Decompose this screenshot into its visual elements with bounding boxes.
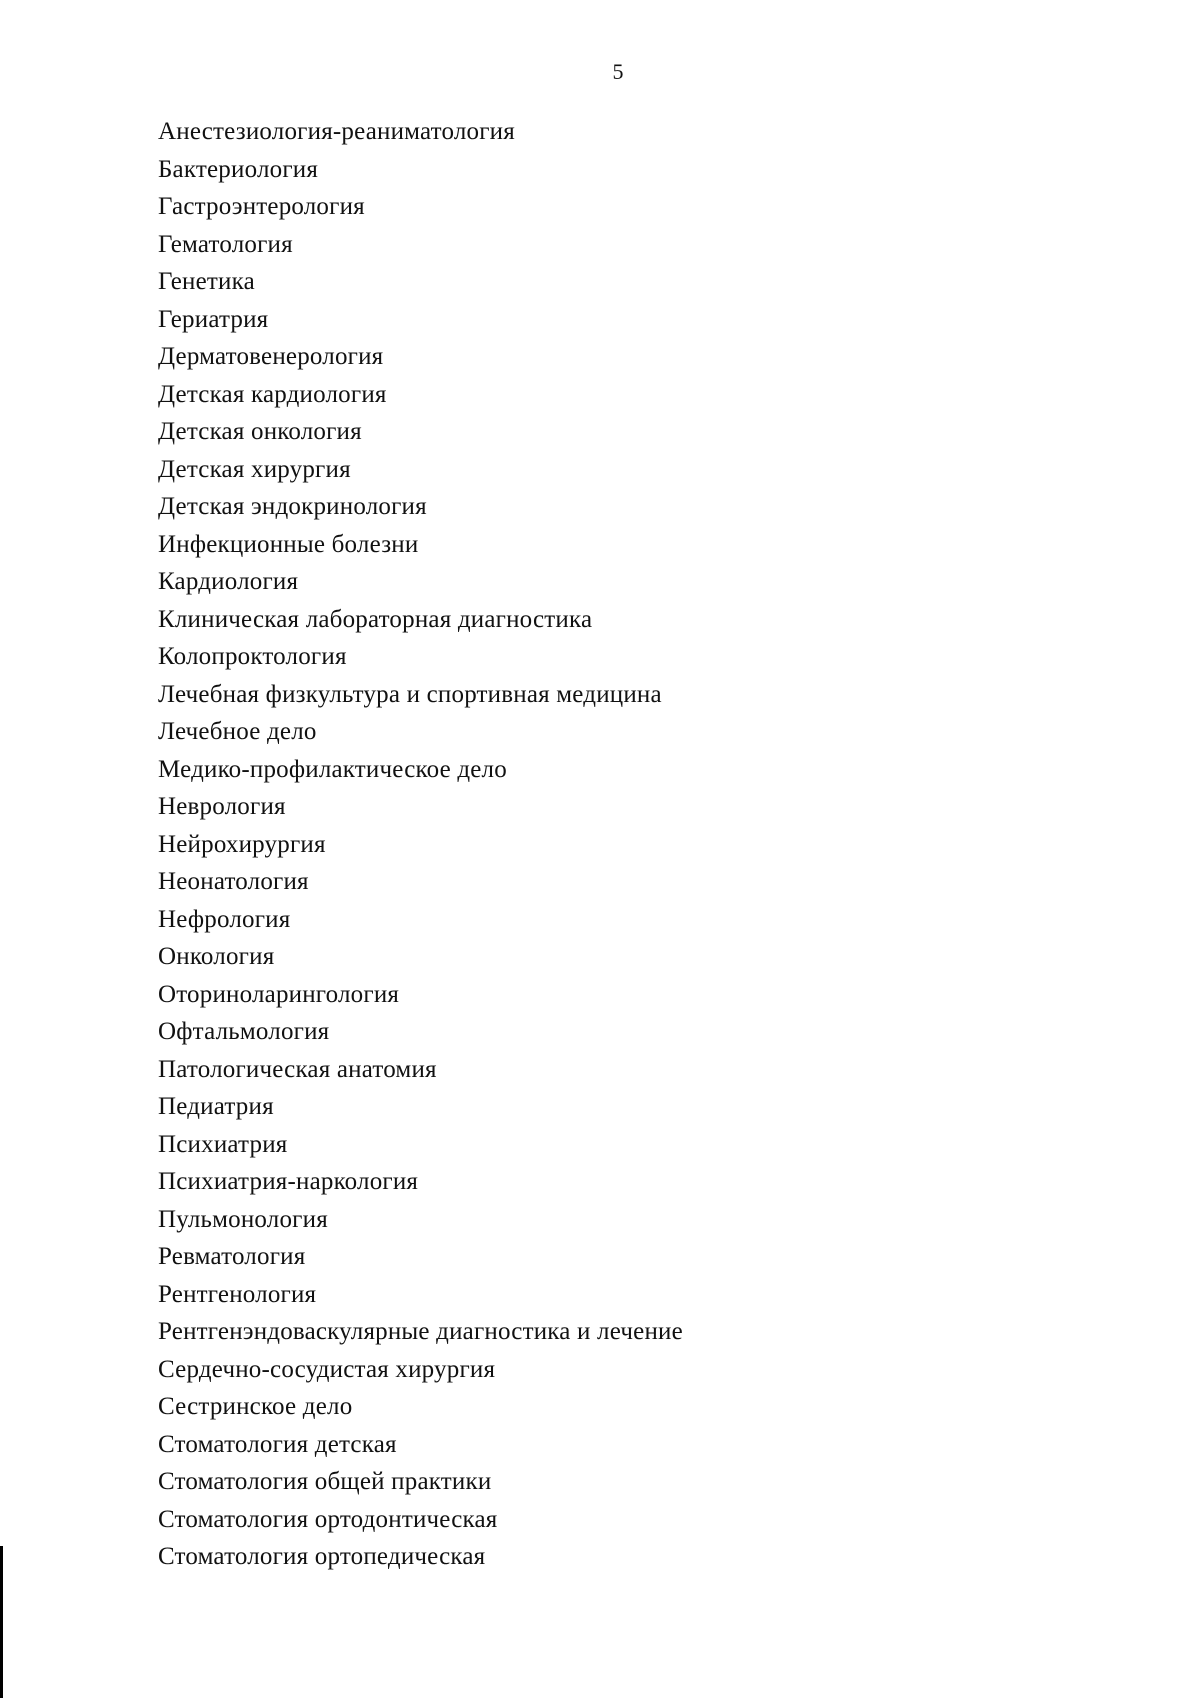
list-item: Онкология xyxy=(158,943,275,970)
list-item: Стоматология детская xyxy=(158,1430,397,1458)
scan-edge-mark xyxy=(0,1546,3,1698)
list-item: Сердечно-сосудистая хирургия xyxy=(158,1355,496,1383)
list-item: Ревматология xyxy=(158,1243,306,1270)
specialty-list xyxy=(158,113,683,1576)
list-item: Стоматология общей практики xyxy=(158,1468,492,1495)
list-item: Колопроктология xyxy=(158,643,347,670)
list-item: Нейрохирургия xyxy=(158,830,326,858)
list-item: Лечебная физкультура и спортивная медицина xyxy=(158,680,662,708)
list-item: Анестезиология-реаниматология xyxy=(158,118,515,145)
list-item: Детская эндокринология xyxy=(158,493,427,520)
list-item: Неонатология xyxy=(158,868,309,895)
list-item: Патологическая анатомия xyxy=(158,1055,437,1083)
list-item: Клиническая лабораторная диагностика xyxy=(158,605,593,633)
list-item: Бактериология xyxy=(158,155,319,183)
list-item: Кардиология xyxy=(158,568,299,595)
list-item: Детская онкология xyxy=(158,418,362,445)
list-item: Детская хирургия xyxy=(158,455,351,483)
list-item: Детская кардиология xyxy=(158,380,387,408)
list-item: Гематология xyxy=(158,230,293,258)
list-item: Психиатрия xyxy=(158,1130,288,1158)
list-item: Оториноларингология xyxy=(158,980,400,1008)
list-item: Сестринское дело xyxy=(158,1393,353,1420)
list-item: Генетика xyxy=(158,268,255,295)
list-item: Офтальмология xyxy=(158,1018,330,1045)
list-item: Медико-профилактическое дело xyxy=(158,755,507,783)
list-item: Стоматология ортопедическая xyxy=(158,1543,486,1570)
list-item: Лечебное дело xyxy=(158,718,317,745)
list-item: Инфекционные болезни xyxy=(158,530,419,558)
page-number: 5 xyxy=(612,59,624,84)
list-item: Рентгенология xyxy=(158,1280,317,1308)
list-item: Нефрология xyxy=(158,905,291,933)
list-item: Рентгенэндоваскулярные диагностика и лечение xyxy=(158,1318,683,1345)
list-item: Педиатрия xyxy=(158,1093,274,1120)
list-item: Гериатрия xyxy=(158,305,269,333)
list-item: Психиатрия-наркология xyxy=(158,1168,419,1195)
list-item: Пульмонология xyxy=(158,1205,328,1233)
list-item: Гастроэнтерология xyxy=(158,193,365,220)
list-item: Дерматовенерология xyxy=(158,343,384,370)
list-item: Неврология xyxy=(158,793,286,820)
list-item: Стоматология ортодонтическая xyxy=(158,1505,498,1533)
